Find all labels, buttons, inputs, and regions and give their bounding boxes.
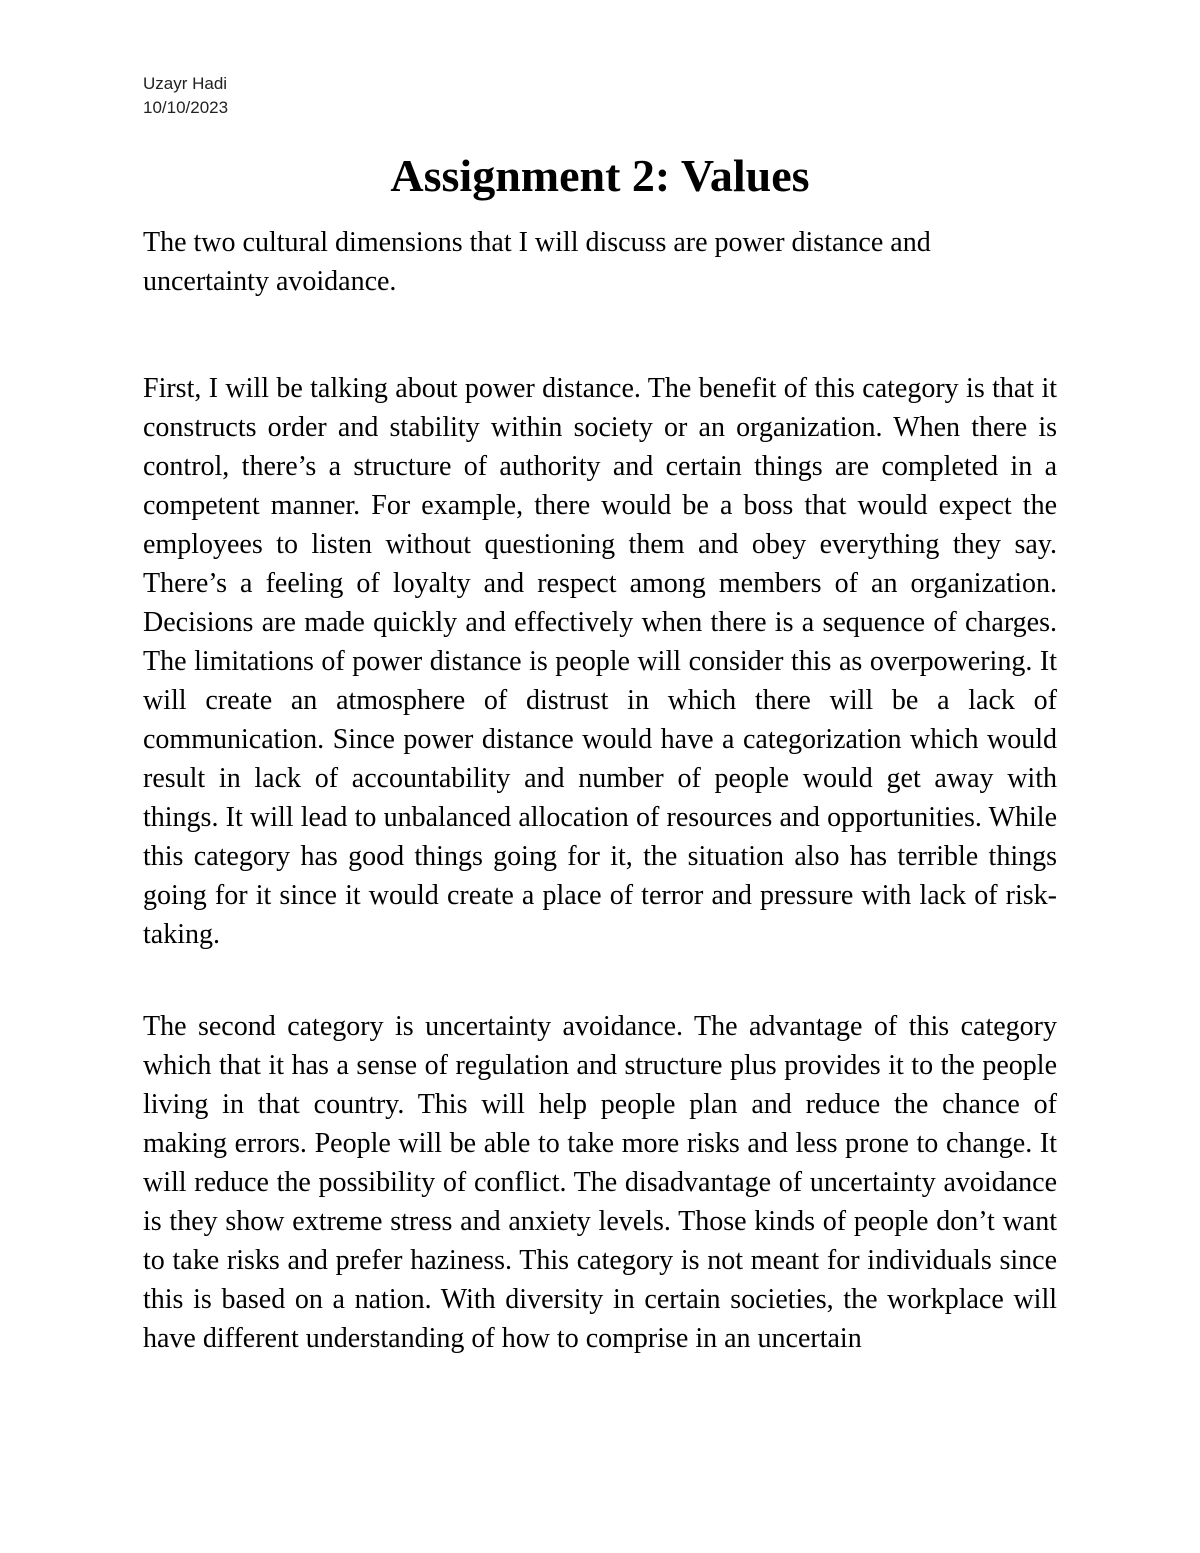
author-name: Uzayr Hadi [143,74,228,93]
header-block [143,72,228,120]
paragraph-power-distance: First, I will be talking about power distance. The benefit of this category is that it constructs order and stability within society or an organization. When there is control, there’s a structure of authority and certain things are completed in a competent manner. For example, there would be a boss that would expect the employees to listen without questioning them and obey everything they say. There’s a feeling of loyalty and respect among members of an organization. Decisions are made quickly and effectively when there is a sequence of charges. The limitations of power distance is people will consider this as overpowering. It will create an atmosphere of distrust in which there will be a lack of communication. Since power distance would have a categorization which would result in lack of accountability and number of people would get away with things. It will lead to unbalanced allocation of resources and opportunities. While this category has good things going for it, the situation also has terrible things going for it since it would create a place of terror and pressure with lack of risk-taking. [143,373,1057,950]
document-date: 10/10/2023 [143,98,229,117]
paragraph-uncertainty-avoidance: The second category is uncertainty avoidance. The advantage of this category which that it has a sense of regulation and structure plus provides it to the people living in that country. This will help people plan and reduce the chance of making errors. People will be able to take more risks and less prone to change. It will reduce the possibility of conflict. The disadvantage of uncertainty avoidance is they show extreme stress and anxiety levels. Those kinds of people don’t want to take risks and prefer haziness. This category is not meant for individuals since this is based on a nation. With diversity in certain societies, the workplace will have different understanding of how to comprise in an uncertain [143,1011,1057,1354]
paragraph-intro: The two cultural dimensions that I will discuss are power distance and uncertainty avoidance. [143,227,931,297]
page-title: Assignment 2: Values [390,150,810,201]
